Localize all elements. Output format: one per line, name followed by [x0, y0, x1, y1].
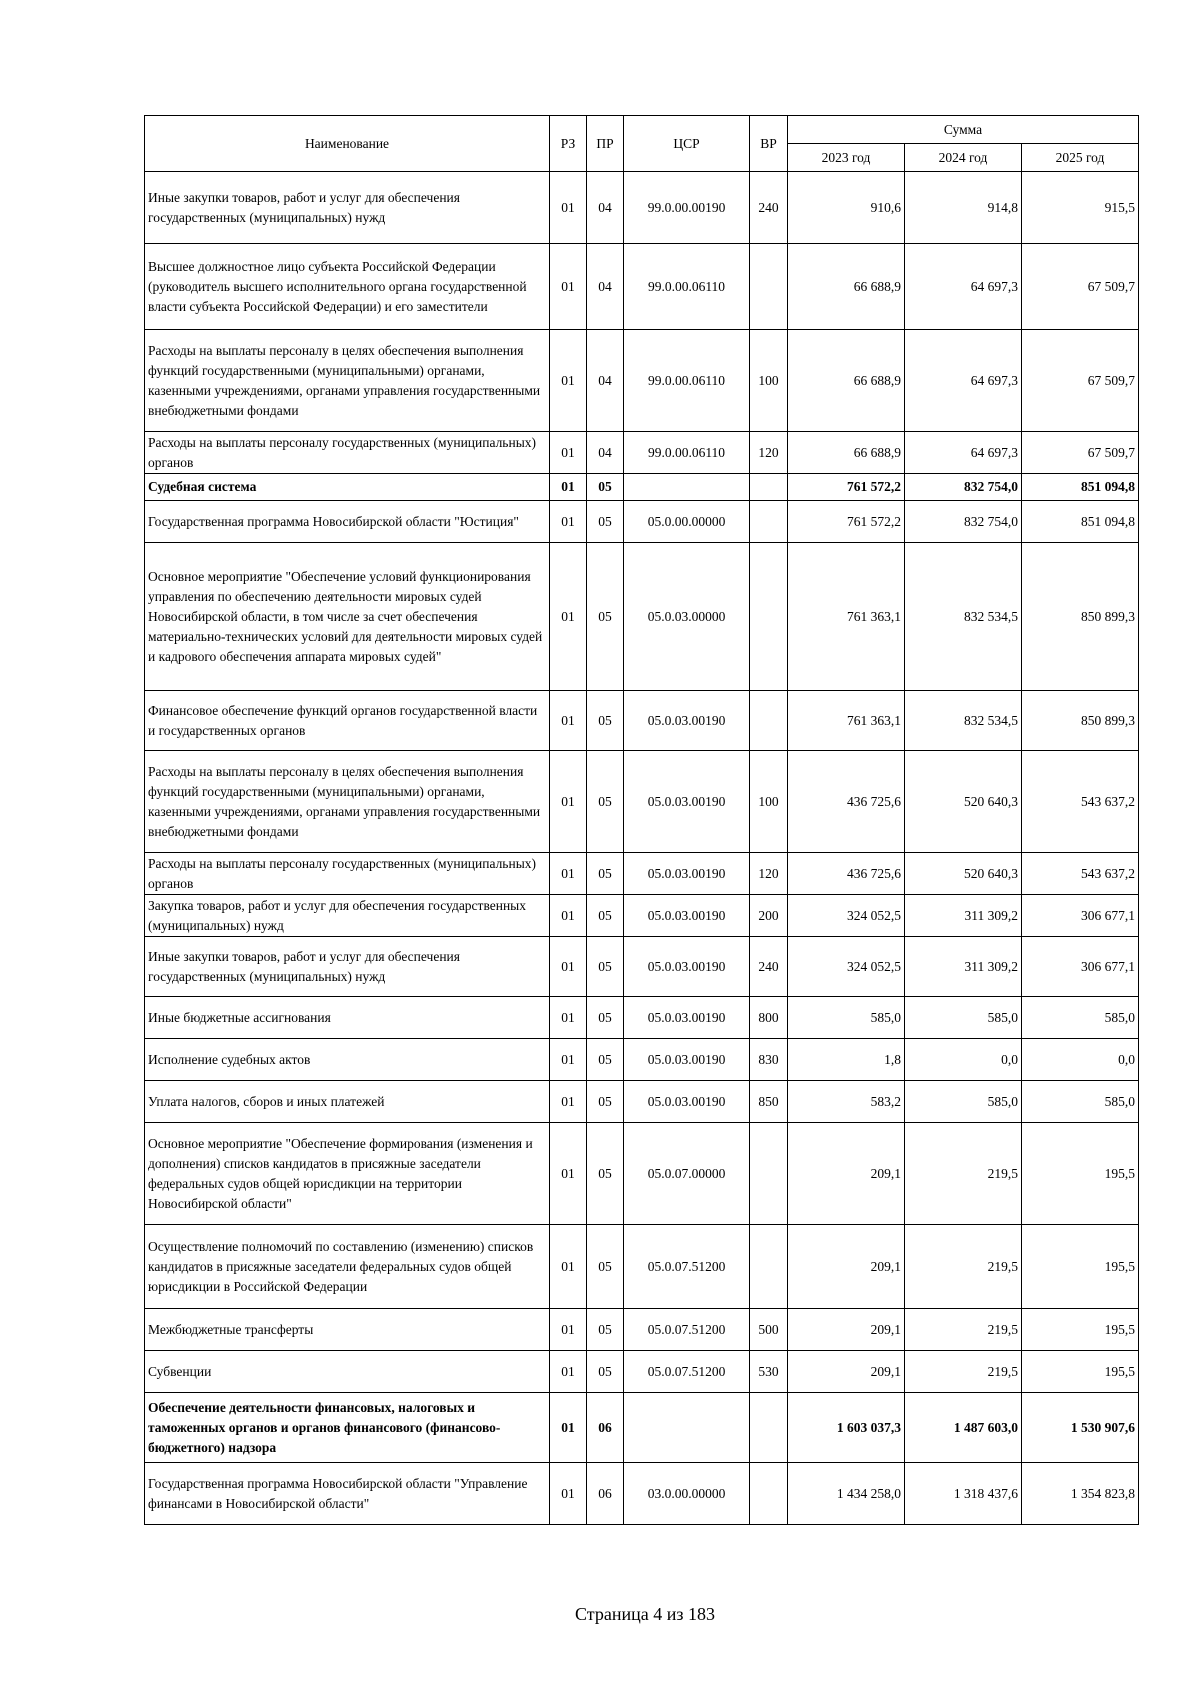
row-vr-cell: 100 — [750, 751, 788, 853]
budget-table — [144, 115, 1139, 1525]
row-csr-cell: 05.0.03.00190 — [624, 853, 750, 895]
row-amount-2025-cell: 1 354 823,8 — [1022, 1463, 1139, 1525]
row-pr-cell: 05 — [587, 895, 624, 937]
row-vr-cell: 240 — [750, 172, 788, 244]
table-row — [145, 1393, 1139, 1463]
row-vr-cell: 850 — [750, 1081, 788, 1123]
row-amount-2025-cell: 851 094,8 — [1022, 501, 1139, 543]
row-amount-2023-cell: 761 572,2 — [788, 501, 905, 543]
row-amount-2024-cell: 311 309,2 — [905, 895, 1022, 937]
row-pr-cell: 05 — [587, 1309, 624, 1351]
row-vr-cell — [750, 244, 788, 330]
row-rz-cell: 01 — [550, 853, 587, 895]
row-rz-cell: 01 — [550, 1351, 587, 1393]
table-row — [145, 172, 1139, 244]
row-amount-2025-cell: 543 637,2 — [1022, 751, 1139, 853]
row-pr-cell: 05 — [587, 501, 624, 543]
row-pr-cell: 04 — [587, 330, 624, 432]
row-pr-cell: 05 — [587, 751, 624, 853]
row-csr-cell: 99.0.00.06110 — [624, 432, 750, 474]
row-amount-2023-cell: 1,8 — [788, 1039, 905, 1081]
table-row — [145, 853, 1139, 895]
row-amount-2024-cell: 219,5 — [905, 1351, 1022, 1393]
row-csr-cell: 05.0.03.00190 — [624, 937, 750, 997]
row-rz-cell: 01 — [550, 1309, 587, 1351]
row-name-cell: Судебная система — [145, 474, 550, 501]
row-amount-2025-cell: 0,0 — [1022, 1039, 1139, 1081]
row-name-cell: Расходы на выплаты персоналу государственных (муниципальных) органов — [145, 853, 550, 895]
row-csr-cell: 05.0.00.00000 — [624, 501, 750, 543]
row-pr-cell: 06 — [587, 1393, 624, 1463]
row-rz-cell: 01 — [550, 1039, 587, 1081]
row-amount-2023-cell: 761 363,1 — [788, 691, 905, 751]
row-vr-cell: 530 — [750, 1351, 788, 1393]
table-row — [145, 1351, 1139, 1393]
row-amount-2023-cell: 66 688,9 — [788, 244, 905, 330]
row-rz-cell: 01 — [550, 1393, 587, 1463]
row-csr-cell: 05.0.03.00190 — [624, 691, 750, 751]
table-row — [145, 244, 1139, 330]
row-csr-cell: 05.0.03.00190 — [624, 895, 750, 937]
row-amount-2024-cell: 219,5 — [905, 1123, 1022, 1225]
row-name-cell: Основное мероприятие "Обеспечение условий функционирования управления по обеспечению деятельности мировых судей Новосибирской области, в том числе за счет обеспечения материально-технических условий для деятельности мировых судей и кадрового обеспечения аппарата мировых судей" — [145, 543, 550, 691]
header-vr: ВР — [750, 116, 788, 172]
row-amount-2023-cell: 66 688,9 — [788, 330, 905, 432]
table-header — [145, 116, 1139, 172]
row-amount-2023-cell: 436 725,6 — [788, 853, 905, 895]
row-amount-2025-cell: 306 677,1 — [1022, 895, 1139, 937]
row-rz-cell: 01 — [550, 691, 587, 751]
row-amount-2023-cell: 761 363,1 — [788, 543, 905, 691]
row-name-cell: Государственная программа Новосибирской области "Юстиция" — [145, 501, 550, 543]
row-amount-2023-cell: 209,1 — [788, 1351, 905, 1393]
row-name-cell: Осуществление полномочий по составлению (изменению) списков кандидатов в присяжные заседатели федеральных судов общей юрисдикции в Российской Федерации — [145, 1225, 550, 1309]
row-vr-cell — [750, 1225, 788, 1309]
header-year-2024: 2024 год — [905, 144, 1022, 172]
table-row — [145, 1039, 1139, 1081]
row-vr-cell — [750, 474, 788, 501]
row-amount-2023-cell: 1 603 037,3 — [788, 1393, 905, 1463]
table-row — [145, 1309, 1139, 1351]
header-pr: ПР — [587, 116, 624, 172]
row-amount-2025-cell: 1 530 907,6 — [1022, 1393, 1139, 1463]
row-rz-cell: 01 — [550, 895, 587, 937]
row-pr-cell: 04 — [587, 432, 624, 474]
table-row — [145, 474, 1139, 501]
row-amount-2024-cell: 1 487 603,0 — [905, 1393, 1022, 1463]
row-csr-cell: 05.0.07.51200 — [624, 1309, 750, 1351]
row-name-cell: Иные закупки товаров, работ и услуг для обеспечения государственных (муниципальных) нужд — [145, 172, 550, 244]
row-amount-2024-cell: 64 697,3 — [905, 330, 1022, 432]
row-amount-2023-cell: 583,2 — [788, 1081, 905, 1123]
row-rz-cell: 01 — [550, 997, 587, 1039]
row-vr-cell: 120 — [750, 432, 788, 474]
table-row — [145, 501, 1139, 543]
row-amount-2025-cell: 195,5 — [1022, 1123, 1139, 1225]
header-year-2023: 2023 год — [788, 144, 905, 172]
row-amount-2023-cell: 324 052,5 — [788, 937, 905, 997]
row-amount-2024-cell: 219,5 — [905, 1309, 1022, 1351]
row-amount-2025-cell: 915,5 — [1022, 172, 1139, 244]
row-amount-2025-cell: 195,5 — [1022, 1309, 1139, 1351]
row-amount-2024-cell: 832 754,0 — [905, 501, 1022, 543]
row-amount-2024-cell: 311 309,2 — [905, 937, 1022, 997]
row-pr-cell: 05 — [587, 1351, 624, 1393]
row-csr-cell — [624, 474, 750, 501]
row-vr-cell: 800 — [750, 997, 788, 1039]
row-csr-cell: 99.0.00.06110 — [624, 244, 750, 330]
row-vr-cell — [750, 501, 788, 543]
row-rz-cell: 01 — [550, 1463, 587, 1525]
row-amount-2023-cell: 209,1 — [788, 1225, 905, 1309]
header-sum: Сумма — [788, 116, 1139, 144]
table-row — [145, 937, 1139, 997]
row-name-cell: Финансовое обеспечение функций органов государственной власти и государственных органов — [145, 691, 550, 751]
row-name-cell: Высшее должностное лицо субъекта Российской Федерации (руководитель высшего исполнительного органа государственной власти субъекта Российской Федерации) и его заместители — [145, 244, 550, 330]
row-rz-cell: 01 — [550, 751, 587, 853]
row-amount-2023-cell: 436 725,6 — [788, 751, 905, 853]
row-amount-2024-cell: 832 534,5 — [905, 543, 1022, 691]
row-amount-2025-cell: 585,0 — [1022, 997, 1139, 1039]
row-rz-cell: 01 — [550, 172, 587, 244]
row-amount-2023-cell: 585,0 — [788, 997, 905, 1039]
row-vr-cell: 200 — [750, 895, 788, 937]
table-row — [145, 1081, 1139, 1123]
row-pr-cell: 05 — [587, 1081, 624, 1123]
row-pr-cell: 05 — [587, 1225, 624, 1309]
row-pr-cell: 05 — [587, 853, 624, 895]
row-amount-2025-cell: 67 509,7 — [1022, 330, 1139, 432]
row-rz-cell: 01 — [550, 330, 587, 432]
row-csr-cell — [624, 1393, 750, 1463]
row-vr-cell: 830 — [750, 1039, 788, 1081]
row-rz-cell: 01 — [550, 474, 587, 501]
row-pr-cell: 04 — [587, 244, 624, 330]
row-amount-2025-cell: 195,5 — [1022, 1225, 1139, 1309]
row-csr-cell: 05.0.03.00190 — [624, 1081, 750, 1123]
row-rz-cell: 01 — [550, 1225, 587, 1309]
row-name-cell: Иные бюджетные ассигнования — [145, 997, 550, 1039]
row-csr-cell: 99.0.00.06110 — [624, 330, 750, 432]
row-amount-2025-cell: 195,5 — [1022, 1351, 1139, 1393]
row-csr-cell: 05.0.03.00000 — [624, 543, 750, 691]
row-amount-2024-cell: 64 697,3 — [905, 432, 1022, 474]
row-amount-2024-cell: 64 697,3 — [905, 244, 1022, 330]
row-rz-cell: 01 — [550, 1081, 587, 1123]
header-name: Наименование — [145, 116, 550, 172]
table-row — [145, 432, 1139, 474]
row-amount-2023-cell: 324 052,5 — [788, 895, 905, 937]
row-pr-cell: 06 — [587, 1463, 624, 1525]
table-row — [145, 691, 1139, 751]
row-pr-cell: 05 — [587, 997, 624, 1039]
row-amount-2024-cell: 832 534,5 — [905, 691, 1022, 751]
row-amount-2023-cell: 761 572,2 — [788, 474, 905, 501]
row-vr-cell: 240 — [750, 937, 788, 997]
row-csr-cell: 05.0.03.00190 — [624, 1039, 750, 1081]
row-amount-2025-cell: 67 509,7 — [1022, 244, 1139, 330]
row-csr-cell: 05.0.07.51200 — [624, 1225, 750, 1309]
row-amount-2024-cell: 832 754,0 — [905, 474, 1022, 501]
row-amount-2025-cell: 306 677,1 — [1022, 937, 1139, 997]
row-amount-2025-cell: 543 637,2 — [1022, 853, 1139, 895]
table-row — [145, 997, 1139, 1039]
row-amount-2023-cell: 209,1 — [788, 1123, 905, 1225]
row-amount-2023-cell: 910,6 — [788, 172, 905, 244]
row-pr-cell: 05 — [587, 1039, 624, 1081]
row-csr-cell: 99.0.00.00190 — [624, 172, 750, 244]
row-amount-2023-cell: 66 688,9 — [788, 432, 905, 474]
row-vr-cell — [750, 543, 788, 691]
row-vr-cell: 100 — [750, 330, 788, 432]
row-vr-cell — [750, 691, 788, 751]
table-row — [145, 330, 1139, 432]
row-vr-cell: 120 — [750, 853, 788, 895]
header-year-2025: 2025 год — [1022, 144, 1139, 172]
row-rz-cell: 01 — [550, 501, 587, 543]
row-amount-2023-cell: 1 434 258,0 — [788, 1463, 905, 1525]
row-name-cell: Обеспечение деятельности финансовых, налоговых и таможенных органов и органов финансового (финансово-бюджетного) надзора — [145, 1393, 550, 1463]
page-number: Страница 4 из 183 — [575, 1604, 715, 1624]
row-amount-2025-cell: 850 899,3 — [1022, 543, 1139, 691]
header-csr: ЦСР — [624, 116, 750, 172]
row-name-cell: Расходы на выплаты персоналу государственных (муниципальных) органов — [145, 432, 550, 474]
row-pr-cell: 05 — [587, 1123, 624, 1225]
row-name-cell: Основное мероприятие "Обеспечение формирования (изменения и дополнения) списков кандидатов в присяжные заседатели федеральных судов общей юрисдикции на территории Новосибирской области" — [145, 1123, 550, 1225]
row-pr-cell: 05 — [587, 937, 624, 997]
row-name-cell: Исполнение судебных актов — [145, 1039, 550, 1081]
row-name-cell: Расходы на выплаты персоналу в целях обеспечения выполнения функций государственными (муниципальными) органами, казенными учреждениями, органами управления государственными внебюджетными фондами — [145, 751, 550, 853]
row-rz-cell: 01 — [550, 1123, 587, 1225]
row-vr-cell: 500 — [750, 1309, 788, 1351]
row-csr-cell: 05.0.03.00190 — [624, 997, 750, 1039]
row-rz-cell: 01 — [550, 937, 587, 997]
row-name-cell: Государственная программа Новосибирской области "Управление финансами в Новосибирской области" — [145, 1463, 550, 1525]
row-name-cell: Уплата налогов, сборов и иных платежей — [145, 1081, 550, 1123]
row-amount-2024-cell: 585,0 — [905, 1081, 1022, 1123]
row-amount-2024-cell: 585,0 — [905, 997, 1022, 1039]
row-csr-cell: 05.0.07.00000 — [624, 1123, 750, 1225]
row-csr-cell: 05.0.03.00190 — [624, 751, 750, 853]
row-vr-cell — [750, 1393, 788, 1463]
row-amount-2024-cell: 1 318 437,6 — [905, 1463, 1022, 1525]
row-amount-2024-cell: 914,8 — [905, 172, 1022, 244]
table-row — [145, 543, 1139, 691]
row-vr-cell — [750, 1123, 788, 1225]
row-amount-2025-cell: 851 094,8 — [1022, 474, 1139, 501]
row-amount-2024-cell: 0,0 — [905, 1039, 1022, 1081]
row-vr-cell — [750, 1463, 788, 1525]
row-amount-2024-cell: 520 640,3 — [905, 751, 1022, 853]
row-pr-cell: 05 — [587, 543, 624, 691]
row-amount-2025-cell: 850 899,3 — [1022, 691, 1139, 751]
row-pr-cell: 05 — [587, 691, 624, 751]
table-row — [145, 895, 1139, 937]
table-body — [145, 172, 1139, 1525]
table-row — [145, 1123, 1139, 1225]
row-name-cell: Закупка товаров, работ и услуг для обеспечения государственных (муниципальных) нужд — [145, 895, 550, 937]
row-rz-cell: 01 — [550, 543, 587, 691]
table-row — [145, 1225, 1139, 1309]
table-row — [145, 751, 1139, 853]
row-amount-2024-cell: 520 640,3 — [905, 853, 1022, 895]
row-rz-cell: 01 — [550, 244, 587, 330]
row-rz-cell: 01 — [550, 432, 587, 474]
row-name-cell: Субвенции — [145, 1351, 550, 1393]
row-amount-2025-cell: 67 509,7 — [1022, 432, 1139, 474]
header-rz: РЗ — [550, 116, 587, 172]
row-name-cell: Иные закупки товаров, работ и услуг для обеспечения государственных (муниципальных) нужд — [145, 937, 550, 997]
row-name-cell: Межбюджетные трансферты — [145, 1309, 550, 1351]
row-csr-cell: 05.0.07.51200 — [624, 1351, 750, 1393]
row-amount-2025-cell: 585,0 — [1022, 1081, 1139, 1123]
row-amount-2023-cell: 209,1 — [788, 1309, 905, 1351]
row-name-cell: Расходы на выплаты персоналу в целях обеспечения выполнения функций государственными (муниципальными) органами, казенными учреждениями, органами управления государственными внебюджетными фондами — [145, 330, 550, 432]
table-row — [145, 1463, 1139, 1525]
row-csr-cell: 03.0.00.00000 — [624, 1463, 750, 1525]
row-pr-cell: 04 — [587, 172, 624, 244]
row-pr-cell: 05 — [587, 474, 624, 501]
row-amount-2024-cell: 219,5 — [905, 1225, 1022, 1309]
